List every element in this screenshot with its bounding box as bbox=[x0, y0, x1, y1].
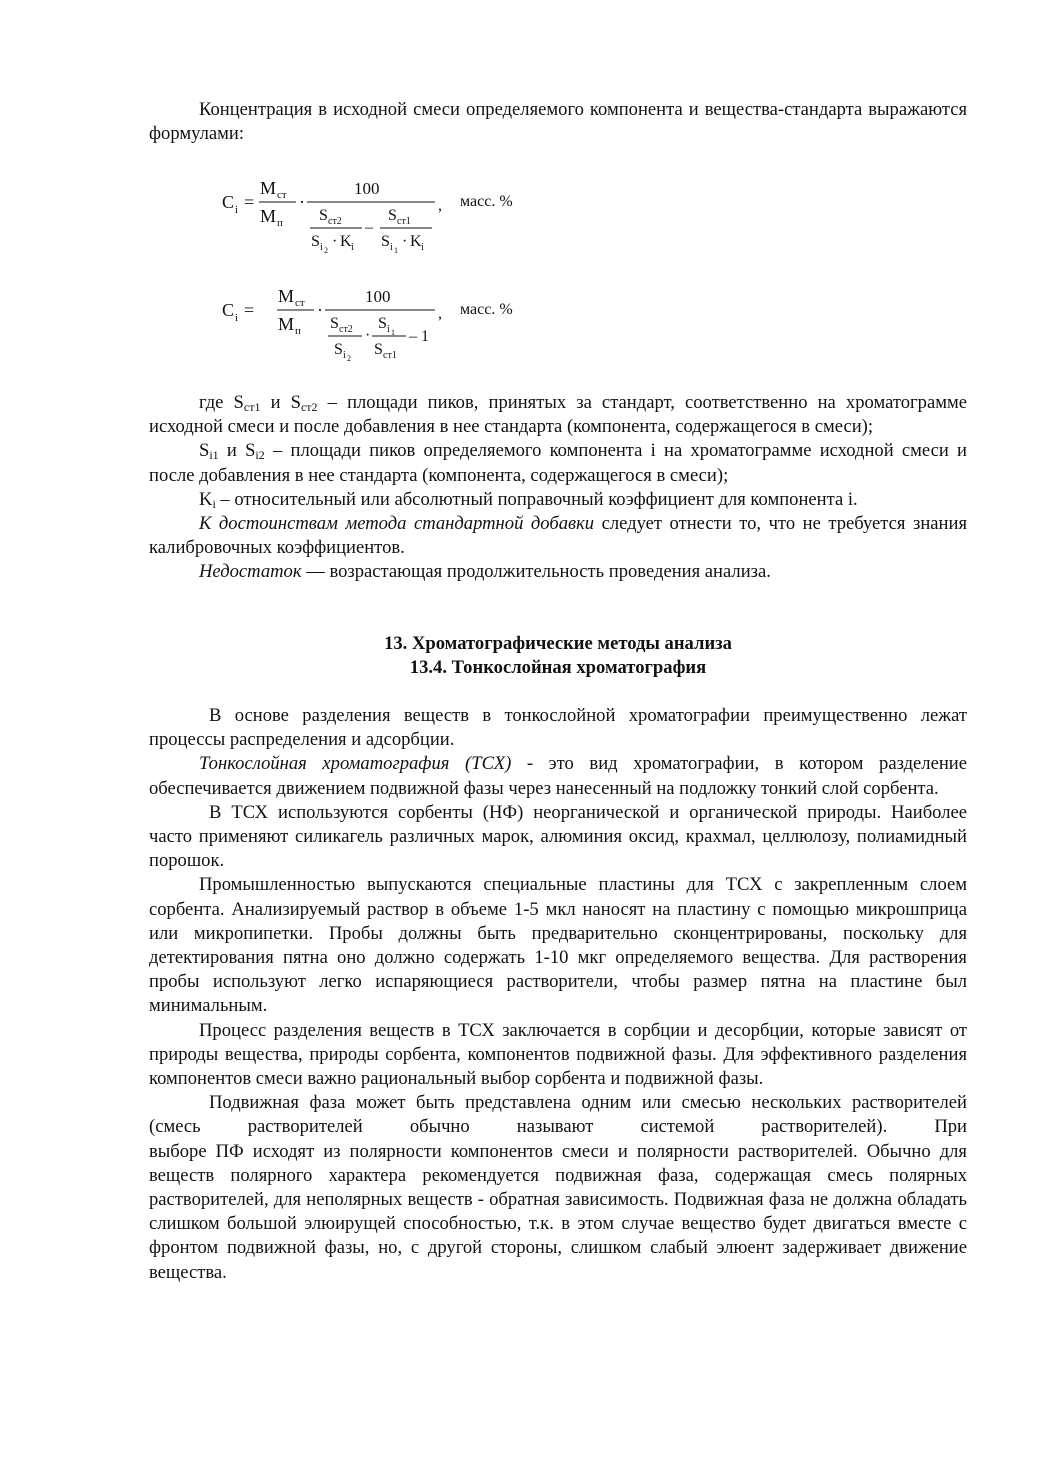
intro-block bbox=[149, 98, 967, 146]
intro-paragraph: Концентрация в исходной смеси определяемого компонента и вещества-стандарта выражаются формулами: bbox=[149, 99, 967, 145]
f2-100: 100 bbox=[365, 287, 391, 306]
f1-sdb: S bbox=[381, 233, 390, 250]
para-sorbents: В ТСХ используются сорбенты (НФ) неорганической и органической природы. Наиболее часто применяют силикагель различных марок, алюминия оксид, крахмал, целлюлозу, полиамидный порошок. bbox=[149, 801, 967, 872]
svg-text:i: i bbox=[351, 242, 354, 253]
section-headings bbox=[149, 632, 967, 680]
f2-minus-one: – 1 bbox=[409, 328, 429, 345]
para-definition: Тонкослойная хроматография (ТСХ) - это вид хроматографии, в котором разделение обеспечивается движением подвижной фазы через нанесенный на подложку тонкий слой сорбента. bbox=[149, 753, 967, 799]
f2-unit: масс. % bbox=[460, 301, 513, 318]
svg-text:ст: ст bbox=[295, 297, 305, 309]
f2-lhs: C bbox=[222, 300, 235, 320]
svg-text:1: 1 bbox=[394, 246, 398, 255]
f1-kb: K bbox=[410, 233, 422, 250]
svg-text:·: · bbox=[317, 300, 323, 320]
svg-text:,: , bbox=[438, 305, 442, 322]
f1-sda: S bbox=[311, 233, 320, 250]
svg-text:·: · bbox=[365, 327, 371, 344]
svg-text:·: · bbox=[299, 192, 305, 212]
svg-text:i: i bbox=[421, 242, 424, 253]
svg-text:·: · bbox=[332, 233, 338, 250]
f2-m-den: M bbox=[278, 314, 295, 334]
f2-m-num: M bbox=[278, 286, 295, 306]
f1-m-num-sub: ст bbox=[277, 189, 287, 201]
svg-text:i: i bbox=[387, 324, 390, 335]
svg-text:2: 2 bbox=[324, 246, 328, 255]
svg-text:=: = bbox=[244, 192, 255, 212]
svg-text:ст1: ст1 bbox=[397, 216, 411, 227]
f1-sb: S bbox=[388, 207, 397, 224]
svg-text:,: , bbox=[438, 197, 442, 214]
chapter-heading: 13. Хроматографические методы анализа bbox=[384, 633, 732, 654]
f1-unit: масс. % bbox=[460, 193, 513, 210]
svg-text:ст2: ст2 bbox=[339, 324, 353, 335]
def-si: $S_{i1}$ и $S_{i2}$ – площади пиков определяемого компонента i на хроматограмме исходной смеси и после добавления в нее стандарта (компонента, содержащегося в смеси); bbox=[149, 440, 967, 486]
para-process: Процесс разделения веществ в ТСХ заключается в сорбции и десорбции, которые зависят от природы вещества, природы сорбента, компонентов подвижной фазы. Для эффективного разделения компонентов смеси важно рациональный выбор сорбента и подвижной фазы. bbox=[149, 1019, 967, 1090]
svg-text:2: 2 bbox=[347, 354, 351, 363]
f1-m-den-sub: п bbox=[277, 217, 283, 229]
formula-1 bbox=[222, 176, 542, 271]
svg-text:i: i bbox=[320, 242, 323, 253]
svg-text:i: i bbox=[235, 312, 239, 324]
formula-1-svg bbox=[222, 176, 542, 266]
f1-m-num: M bbox=[260, 178, 277, 198]
para-basis: В основе разделения веществ в тонкослойной хроматографии преимущественно лежат процессы распределения и адсорбции. bbox=[149, 705, 967, 751]
advantage-paragraph: К достоинствам метода стандартной добавки следует отнести то, что не требуется знания калибровочных коэффициентов. bbox=[149, 513, 967, 559]
f1-ka: K bbox=[340, 233, 352, 250]
f2-sb: S bbox=[378, 315, 387, 332]
f1-lhs: C bbox=[222, 192, 235, 212]
f1-sa: S bbox=[319, 207, 328, 224]
f2-sa: S bbox=[330, 315, 339, 332]
formula-2 bbox=[222, 284, 542, 379]
svg-text:i: i bbox=[343, 350, 346, 361]
para-mobile-phase-b: выборе ПФ исходят из полярности компонентов смеси и полярности растворителей. Обычно для веществ полярного характера рекомендуется подвижная фаза, содержащая смесь полярных растворителей, для неполярных веществ - обратная зависимость. Подвижная фаза не должна обладать слишком большой элюирущей способностью, т.к. в этом случае вещество будет двигаться вместе с фронтом подвижной фазы, но, с другой стороны, слишком слабый элюент задерживает движение вещества. bbox=[149, 1140, 967, 1283]
para-plates: Промышленностью выпускаются специальные пластины для ТСХ с закрепленным слоем сорбента. Анализируемый раствор в объеме 1-5 мкл наносят на пластину с помощью микрошприца или микропипетки. Пробы должны быть предварительно сконцентрированы, поскольку для детектирования пятна оно должно содержать 1-10 мкг определяемого вещества. Для растворения пробы используют легко испаряющиеся растворители, чтобы размер пятна на пластине был минимальным. bbox=[149, 874, 967, 1017]
svg-text:п: п bbox=[295, 325, 301, 337]
svg-text:·: · bbox=[402, 233, 408, 250]
f1-m-den: M bbox=[260, 206, 277, 226]
f1-sa-sub: ст2 bbox=[328, 216, 342, 227]
para-mobile-phase-a: Подвижная фаза может быть представлена одним или смесью нескольких растворителей (смесь растворителей обычно называют системой растворителей). При bbox=[149, 1092, 967, 1138]
svg-text:i: i bbox=[390, 242, 393, 253]
def-sst: где $S_{ст1}$ и $S_{ст2}$ – площади пиков, принятых за стандарт, соответственно на хроматограмме исходной смеси и после добавления в нее стандарта (компонента, содержащегося в смеси); bbox=[149, 392, 968, 438]
body-block bbox=[149, 704, 967, 1285]
svg-text:1: 1 bbox=[391, 328, 395, 337]
section-heading: 13.4. Тонкослойная хроматография bbox=[409, 657, 707, 678]
f2-sdb: S bbox=[374, 341, 383, 358]
f1-lhs-sub: i bbox=[235, 204, 239, 216]
formula-2-svg bbox=[222, 284, 542, 374]
f1-100: 100 bbox=[354, 179, 380, 198]
f2-sda: S bbox=[334, 341, 343, 358]
definitions-block bbox=[149, 391, 967, 585]
def-ki: $K_i$ – относительный или абсолютный поправочный коэффициент для компонента i. bbox=[199, 488, 858, 511]
drawback-paragraph: Недостаток — возрастающая продолжительность проведения анализа. bbox=[199, 561, 771, 583]
svg-text:ст1: ст1 bbox=[383, 350, 397, 361]
svg-text:=: = bbox=[244, 300, 255, 320]
svg-text:–: – bbox=[365, 219, 373, 236]
